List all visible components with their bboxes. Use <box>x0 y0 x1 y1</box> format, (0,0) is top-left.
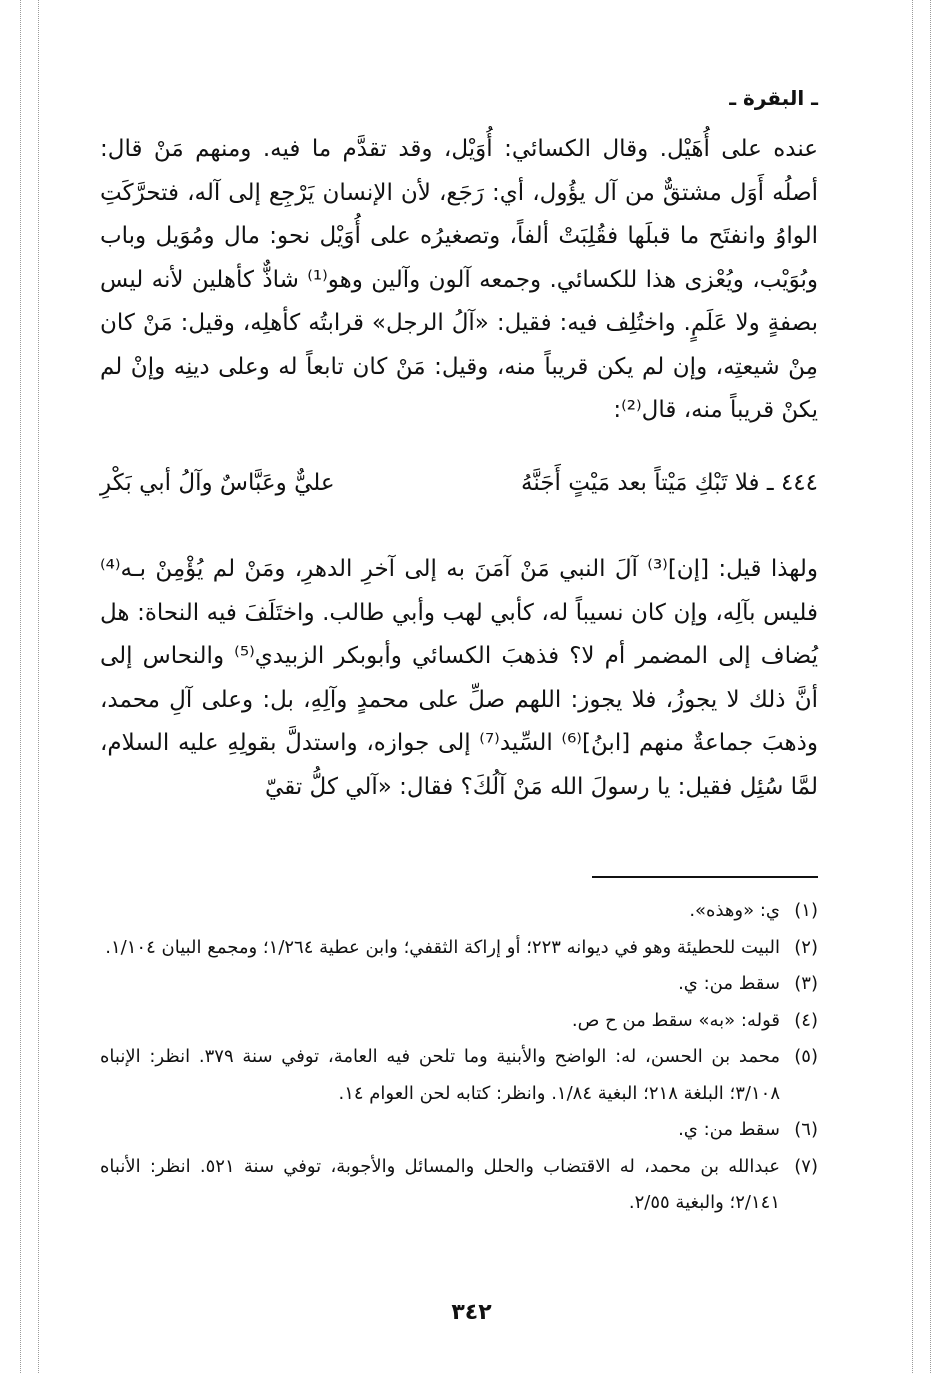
main-text-continued <box>100 548 818 809</box>
main-text <box>100 128 818 433</box>
verse-number: ٤٤٤ ـ <box>766 470 818 496</box>
verse-first-hemistich: ٤٤٤ ـ فلا تَبْكِ مَيْتاً بعد مَيْتٍ أَجَنَّهُ <box>521 470 818 496</box>
footnote: (٧) عبدالله بن محمد، له الاقتضاب والحلل والمسائل والأجوبة، توفي سنة ٥٢١. انظر: الأنباه ٢/١٤١؛ والبغية ٢/٥٥. <box>100 1155 818 1213</box>
paragraph: ولهذا قيل: [إن]⁽³⁾ آلَ النبي مَنْ آمَنَ به إلى آخرِ الدهرِ، ومَنْ لم يُؤْمِنْ بـه⁽⁴⁾ فليس بآلِه، وإن كان نسيباً له، كأبي لهب وأبي طالب. واختَلَفَ فيه النحاة: هل يُضاف إلى المضمر أم لا؟ فذهبَ الكسائي وأبوبكر الزبيدي⁽⁵⁾ والنحاس إلى أنَّ ذلك لا يجوزُ، فلا يجوز: اللهم صلِّ على محمدٍ وآلِهِ، بل: وعلى آلِ محمد، وذهبَ جماعةٌ منهم [ابنُ]⁽⁶⁾ السِّيد⁽⁷⁾ إلى جوازه، واستدلَّ بقولِهِ عليه السلام، لمَّا سُئِل فقيل: يا رسولَ الله مَنْ آلُكَ؟ فقال: «آلي كلُّ تقيّ <box>100 556 819 800</box>
verse-second-hemistich: عليٌّ وعَبَّاسٌ وآلُ أبي بَكْرِ <box>100 470 335 496</box>
page-number: ٣٤٢ <box>451 1300 492 1325</box>
page-edge-dots <box>912 0 913 1373</box>
page-edge-dots <box>38 0 39 1373</box>
running-header: ـ البقرة ـ <box>729 86 818 110</box>
page-edge-dots <box>20 0 21 1373</box>
footnote: (٢) البيت للحطيئة وهو في ديوانه ٢٢٣؛ أو إراكة الثقفي؛ وابن عطية ١/٢٦٤؛ ومجمع البيان ١/١٠٤. <box>105 936 818 958</box>
footnote: (٥) محمد بن الحسن، له: الواضح والأبنية وما تلحن فيه العامة، توفي سنة ٣٧٩. انظر: الإنباه ٣/١٠٨؛ البلغة ٢١٨؛ البغية ١/٨٤. وانظر: كتابه لحن العوام ١٤. <box>100 1046 818 1104</box>
footnote: (٤) قوله: «به» سقط من ح ص. <box>571 1009 818 1031</box>
poetry-verse <box>100 470 818 496</box>
footnotes <box>100 893 818 1222</box>
page-edge-dots <box>930 0 931 1373</box>
footnote: (١) ي: «وهذه». <box>689 900 818 921</box>
footnote: (٣) سقط من: ي. <box>678 973 818 994</box>
footnote: (٦) سقط من: ي. <box>678 1119 818 1140</box>
footnote-separator <box>592 876 818 878</box>
paragraph: عنده على أُهَيْل. وقال الكسائي: أُوَيْل، وقد تقدَّم ما فيه. ومنهم مَنْ قال: أصلُه أَوَل مشتقٌّ من آل يؤُول، أي: رَجَع، لأن الإنسان يَرْجِع إلى آله، فتحرَّكَتِ الواوُ وانفتَح ما قبلَها فقُلِبَتْ ألفاً، وتصغيرُه على أُوَيْل نحو: مال ومُوَيل وباب وبُوَيْب، ويُعْزى هذا للكسائي. وجمعه آلون وآلين وهو⁽¹⁾ شاذٌّ كأهلين لأنه ليس بصفةٍ ولا عَلَمٍ. واختُلِف فيه: فقيل: «آلُ الرجل» قرابتُه كأهلِه، وقيل: مَنْ كان مِنْ شيعتِه، وإن لم يكن قريباً منه، وقيل: مَنْ كان تابعاً له وعلى دينِه وإنْ لم يكنْ قريباً منه، قال⁽²⁾: <box>100 136 818 423</box>
